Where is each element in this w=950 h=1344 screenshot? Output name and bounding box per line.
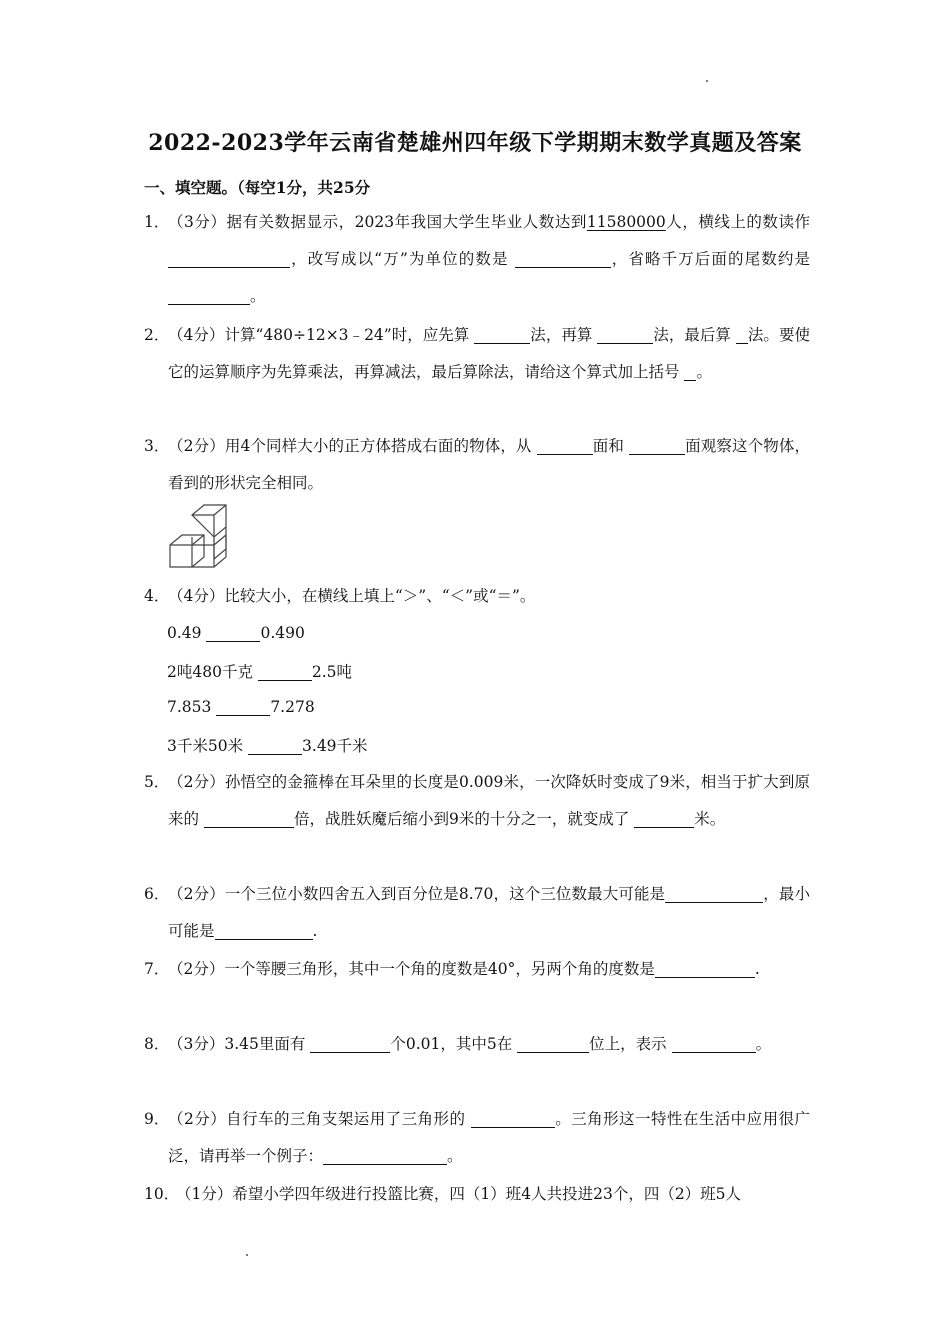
question-number: 3． xyxy=(144,437,170,455)
answer-blank[interactable] xyxy=(168,249,290,268)
answer-blank[interactable] xyxy=(515,249,611,268)
answer-blank[interactable] xyxy=(629,436,685,455)
answer-blank[interactable] xyxy=(736,325,748,344)
comparison-item: 2吨480千克 2.5吨 xyxy=(167,663,353,681)
question-1: 1． （3分）据有关数据显示，2023年我国大学生毕业人数达到11580000人，横线上的数读作 ，改写成以“万”为单位的数是 ，省略千万后面的尾数约是 。 xyxy=(144,204,810,315)
answer-blank[interactable] xyxy=(634,809,694,828)
question-score: （2分） xyxy=(168,960,225,978)
page-title: 2022-2023学年云南省楚雄州四年级下学期期末数学真题及答案 xyxy=(148,130,802,156)
scan-dot xyxy=(706,80,708,82)
answer-blank[interactable] xyxy=(474,325,530,344)
question-7: 7． （2分）一个等腰三角形，其中一个角的度数是40°，另两个角的度数是 . xyxy=(144,951,810,988)
answer-blank[interactable] xyxy=(517,1034,589,1053)
question-number: 1． xyxy=(144,213,170,231)
question-number: 8． xyxy=(144,1035,170,1053)
question-3: 3． （2分）用4个同样大小的正方体搭成右面的物体，从 面和 面观察这个物体，看到的形状完全相同。 xyxy=(144,428,810,502)
question-8: 8． （3分）3.45里面有 个0.01，其中5在 位上，表示 。 xyxy=(144,1026,810,1063)
question-score: （4分） xyxy=(168,587,225,605)
comparison-item: 7.853 7.278 xyxy=(167,698,315,716)
question-number: 5． xyxy=(144,773,170,791)
question-score: （2分） xyxy=(168,885,225,903)
question-number: 4． xyxy=(144,587,170,605)
answer-blank[interactable] xyxy=(665,884,763,903)
section-heading: 一、填空题。（每空1分，共25分 xyxy=(144,178,371,197)
scan-dot xyxy=(246,1254,248,1256)
question-number: 10． xyxy=(144,1185,180,1203)
question-score: （3分） xyxy=(168,213,227,231)
answer-blank[interactable] xyxy=(216,697,270,716)
question-score: （2分） xyxy=(168,1110,227,1128)
comparison-item: 3千米50米 3.49千米 xyxy=(167,737,368,755)
answer-blank[interactable] xyxy=(655,959,755,978)
question-score: （3分） xyxy=(168,1035,225,1053)
question-score: （4分） xyxy=(168,326,225,344)
answer-blank[interactable] xyxy=(168,286,250,305)
question-9: 9． （2分）自行车的三角支架运用了三角形的 。三角形这一特性在生活中应用很广泛，请再举一个例子： 。 xyxy=(144,1101,810,1175)
answer-blank[interactable] xyxy=(206,623,260,642)
answer-blank[interactable] xyxy=(204,809,294,828)
question-score: （2分） xyxy=(168,437,225,455)
question-number: 7． xyxy=(144,960,170,978)
question-number: 6． xyxy=(144,885,170,903)
question-number: 2． xyxy=(144,326,170,344)
stacked-cubes-figure xyxy=(166,503,230,569)
answer-blank[interactable] xyxy=(597,325,653,344)
answer-blank[interactable] xyxy=(471,1109,555,1128)
answer-blank[interactable] xyxy=(672,1034,756,1053)
comparison-item: 0.49 0.490 xyxy=(167,624,305,642)
question-score: （2分） xyxy=(168,773,225,791)
answer-blank[interactable] xyxy=(323,1146,447,1165)
answer-blank[interactable] xyxy=(258,662,312,681)
answer-blank[interactable] xyxy=(215,921,313,940)
answer-blank[interactable] xyxy=(248,736,302,755)
question-number: 9． xyxy=(144,1110,170,1128)
question-10: 10． （1分）希望小学四年级进行投篮比赛，四（1）班4人共投进23个，四（2）班5人 xyxy=(144,1176,810,1213)
question-6: 6． （2分）一个三位小数四舍五入到百分位是8.70，这个三位数最大可能是 ，最小可能是 . xyxy=(144,876,810,950)
question-score: （1分） xyxy=(176,1185,233,1203)
answer-blank[interactable] xyxy=(684,362,696,381)
question-5: 5． （2分）孙悟空的金箍棒在耳朵里的长度是0.009米，一次降妖时变成了9米，相当于扩大到原来的 倍，战胜妖魔后缩小到9米的十分之一，就变成了 米。 xyxy=(144,764,810,838)
question-4: 4． （4分）比较大小，在横线上填上“＞”、“＜”或“＝”。 xyxy=(144,578,810,615)
underlined-number: 11580000 xyxy=(586,213,666,231)
answer-blank[interactable] xyxy=(537,436,593,455)
answer-blank[interactable] xyxy=(310,1034,390,1053)
question-2: 2． （4分）计算“480÷12×3﹣24”时，应先算 法，再算 法，最后算 法。要使它的运算顺序为先算乘法，再算减法，最后算除法，请给这个算式加上括号 。 xyxy=(144,317,810,391)
